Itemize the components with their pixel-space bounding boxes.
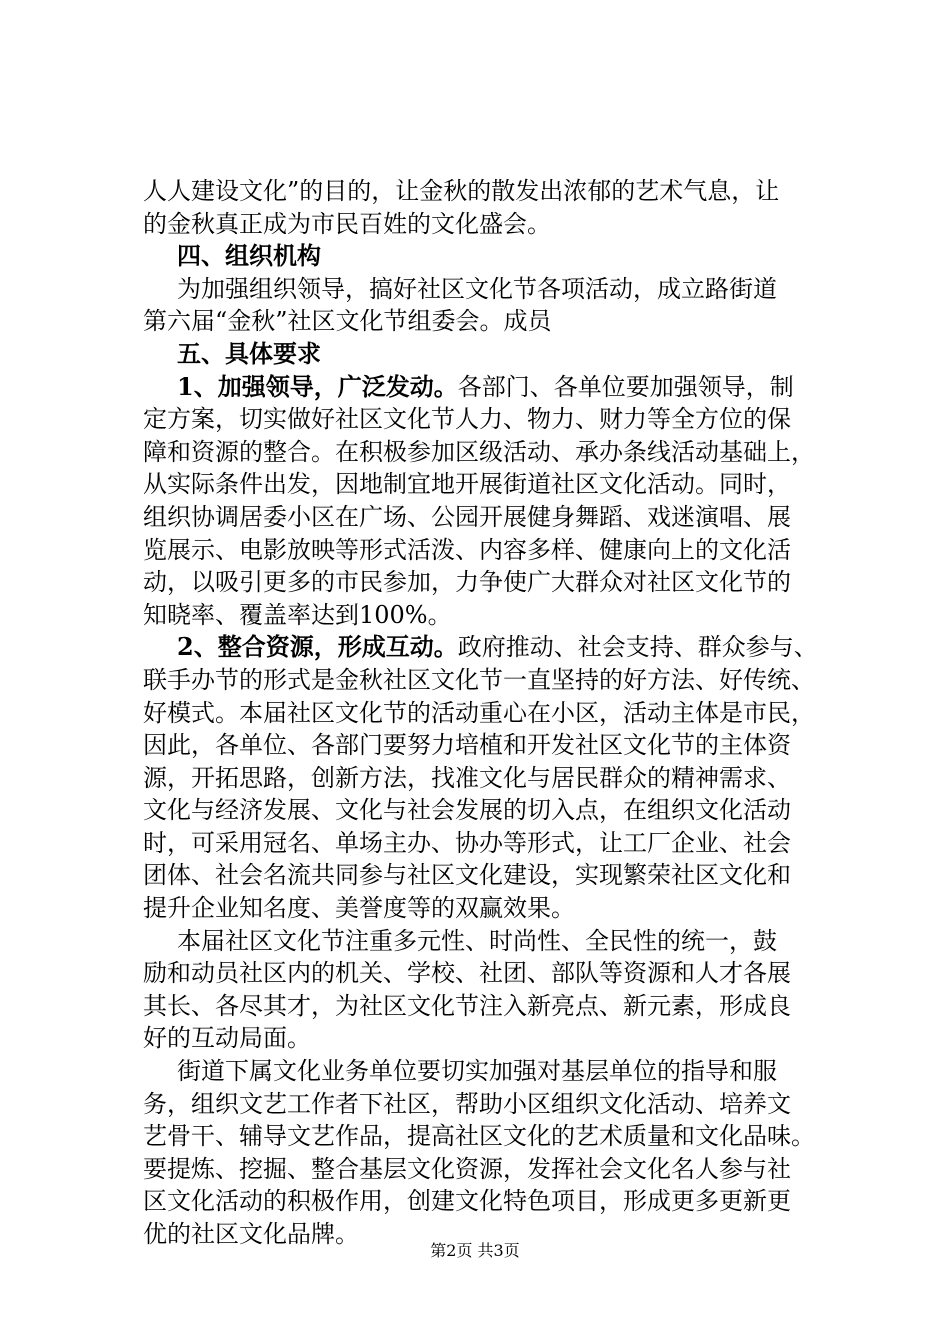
line-text: 动，以吸引更多的市民参加，力争使广大群众对社区文化节的 bbox=[143, 568, 791, 597]
text-line bbox=[143, 436, 833, 469]
line-text: 因此，各单位、各部门要努力培植和开发社区文化节的主体资 bbox=[143, 731, 791, 760]
text-line bbox=[143, 1120, 833, 1153]
text-line bbox=[143, 664, 833, 697]
text-line bbox=[143, 338, 833, 371]
text-line bbox=[143, 729, 833, 762]
text-line bbox=[143, 566, 833, 599]
line-text: 为加强组织领导，搞好社区文化节各项活动，成立路街道 bbox=[177, 274, 777, 303]
text-line bbox=[143, 273, 833, 306]
text-line bbox=[143, 1055, 833, 1088]
text-line bbox=[143, 1088, 833, 1121]
text-line bbox=[143, 925, 833, 958]
text-line bbox=[143, 534, 833, 567]
text-line bbox=[143, 859, 833, 892]
line-text: 的金秋真正成为市民百姓的文化盛会。 bbox=[143, 209, 551, 238]
bold-heading: 2、整合资源，形成互动。 bbox=[177, 632, 458, 662]
line-text: 文化与经济发展、文化与社会发展的切入点，在组织文化活动 bbox=[143, 796, 791, 825]
text-line bbox=[143, 208, 833, 241]
line-text: 优的社区文化品牌。 bbox=[143, 1220, 359, 1248]
text-line bbox=[143, 1185, 833, 1218]
line-text: 览展示、电影放映等形式活泼、内容多样、健康向上的文化活 bbox=[143, 535, 791, 564]
text-line bbox=[143, 892, 833, 925]
text-line bbox=[143, 240, 833, 273]
line-text: 从实际条件出发，因地制宜地开展街道社区文化活动。同时， bbox=[143, 470, 791, 499]
document-body bbox=[143, 175, 833, 1251]
text-line bbox=[143, 827, 833, 860]
bold-heading: 四、组织机构 bbox=[177, 241, 321, 271]
line-text: 源，开拓思路，创新方法，找准文化与居民群众的精神需求、 bbox=[143, 763, 791, 792]
line-text: 好的互动局面。 bbox=[143, 1024, 311, 1053]
line-text: 障和资源的整合。在积极参加区级活动、承办条线活动基础上， bbox=[143, 437, 815, 466]
bold-heading: 1、加强领导，广泛发动。 bbox=[177, 371, 458, 401]
text-line bbox=[143, 990, 833, 1023]
text-line bbox=[143, 403, 833, 436]
text-line bbox=[143, 468, 833, 501]
text-line bbox=[143, 697, 833, 730]
line-text: 联手办节的形式是金秋社区文化节一直坚持的好方法、好传统、 bbox=[143, 665, 815, 694]
line-text: 务，组织文艺工作者下社区，帮助小区组织文化活动、培养文 bbox=[143, 1089, 791, 1118]
text-line bbox=[143, 1022, 833, 1055]
line-text: 好模式。本届社区文化节的活动重心在小区，活动主体是市民， bbox=[143, 698, 815, 727]
text-line bbox=[143, 599, 833, 632]
line-text: 第六届“金秋”社区文化节组委会。成员 bbox=[143, 307, 552, 336]
text-line bbox=[143, 794, 833, 827]
line-text: 组织协调居委小区在广场、公园开展健身舞蹈、戏迷演唱、展 bbox=[143, 502, 791, 531]
line-text: 各部门、各单位要加强领导，制 bbox=[457, 372, 794, 401]
text-line bbox=[143, 1153, 833, 1186]
line-text: 本届社区文化节注重多元性、时尚性、全民性的统一，鼓 bbox=[177, 926, 777, 955]
line-text: 区文化活动的积极作用，创建文化特色项目，形成更多更新更 bbox=[143, 1187, 791, 1216]
line-text: 其长、各尽其才，为社区文化节注入新亮点、新元素，形成良 bbox=[143, 991, 791, 1020]
text-line bbox=[143, 631, 833, 664]
line-text: 励和动员社区内的机关、学校、社团、部队等资源和人才各展 bbox=[143, 959, 791, 988]
line-text: 要提炼、挖掘、整合基层文化资源，发挥社会文化名人参与社 bbox=[143, 1154, 791, 1183]
text-line bbox=[143, 501, 833, 534]
page-footer bbox=[0, 1241, 950, 1261]
line-text: 人人建设文化”的目的，让金秋的散发出浓郁的艺术气息，让 bbox=[143, 177, 780, 205]
line-text: 提升企业知名度、美誉度等的双赢效果。 bbox=[143, 894, 575, 923]
page-number: 第2页 共3页 bbox=[430, 1241, 520, 1260]
text-line bbox=[143, 762, 833, 795]
text-line bbox=[143, 371, 833, 404]
line-text: 政府推动、社会支持、群众参与、 bbox=[457, 633, 818, 662]
line-text: 团体、社会名流共同参与社区文化建设，实现繁荣社区文化和 bbox=[143, 861, 791, 890]
line-text: 定方案，切实做好社区文化节人力、物力、财力等全方位的保 bbox=[143, 405, 791, 434]
line-text: 时，可采用冠名、单场主办、协办等形式，让工厂企业、社会 bbox=[143, 828, 791, 857]
text-line bbox=[143, 305, 833, 338]
line-text: 艺骨干、辅导文艺作品，提高社区文化的艺术质量和文化品味。 bbox=[143, 1122, 815, 1151]
line-text: 街道下属文化业务单位要切实加强对基层单位的指导和服 bbox=[177, 1057, 777, 1086]
text-line bbox=[143, 957, 833, 990]
line-text: 知晓率、覆盖率达到100%。 bbox=[143, 600, 452, 629]
text-line bbox=[143, 175, 833, 208]
bold-heading: 五、具体要求 bbox=[177, 338, 321, 368]
